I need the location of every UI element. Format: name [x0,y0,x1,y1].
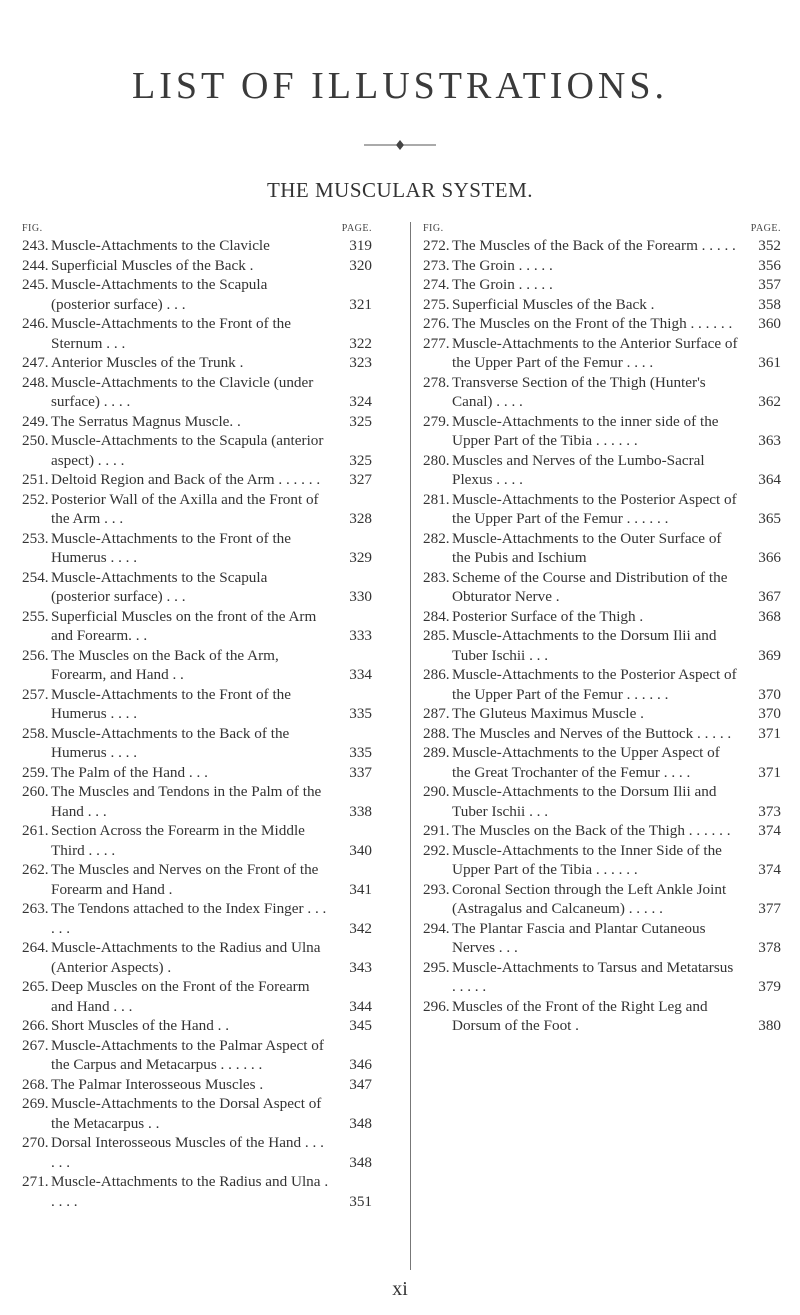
figure-caption: Muscle-Attachments to the Palmar Aspect of the Carpus and Metacarpus . . . . . . [51,1036,324,1073]
figure-caption: Muscle-Attachments to the Dorsal Aspect of the Metacarpus . . [51,1095,322,1132]
figure-number: 296. [423,997,450,1015]
left-column [22,222,372,1211]
page-number: 323 [349,354,372,371]
page-number: 378 [758,939,781,956]
page-title: LIST OF ILLUSTRATIONS. [132,65,668,107]
page-number: 341 [349,880,372,898]
page-folio: xi [392,1278,408,1300]
figure-caption: Muscle-Attachments to the Scapula (anterior aspect) . . . . [51,432,324,469]
figure-caption: Deep Muscles on the Front of the Forearm and Hand . . . [51,978,310,1015]
figure-number: 272. [423,237,450,254]
figure-caption: The Plantar Fascia and Plantar Cutaneous Nerves . . . [452,919,706,956]
figure-caption: Superficial Muscles on the front of the Arm and Forearm. . . [51,607,317,644]
list-item [423,568,781,607]
figure-number: 286. [423,666,450,683]
list-item [423,451,781,490]
figure-number: 279. [423,412,450,430]
figure-number: 269. [22,1095,49,1112]
figure-number: 263. [22,900,49,917]
figure-caption: Muscle-Attachments to the Outer Surface of the Pubis and Ischium [452,529,722,566]
list-item [22,1133,372,1172]
list-item [423,373,781,412]
list-item [22,1172,372,1211]
figure-number: 289. [423,744,450,761]
figure-caption: The Muscles and Nerves on the Front of the Forearm and Hand . [51,861,319,898]
figure-caption: The Tendons attached to the Index Finger . . . . . . [51,900,327,937]
figure-number: 259. [22,763,49,781]
figure-number: 246. [22,315,49,332]
figure-caption: Posterior Surface of the Thigh . [452,607,644,625]
list-item [22,899,372,938]
list-item [423,997,781,1036]
figure-number: 277. [423,334,450,352]
page-number: 351 [349,1192,372,1210]
list-item [22,236,372,256]
page-header: PAGE. [341,223,372,234]
page-number: 379 [758,978,781,995]
list-item [22,373,372,412]
list-item [22,470,372,490]
figure-caption: Muscle-Attachments to the Front of the Sternum . . . [51,315,291,352]
figure-caption: Muscle-Attachments to the Posterior Aspect of the Upper Part of the Femur . . . . . . [452,490,737,527]
figure-number: 290. [423,783,450,800]
figure-caption: Dorsal Interosseous Muscles of the Hand . . . . . . [51,1134,324,1171]
page-number: 322 [349,334,372,352]
list-item [22,314,372,353]
right-entry-list [423,236,781,1036]
page-number: 370 [758,705,781,722]
figure-caption: Muscle-Attachments to the Front of the Humerus . . . . [51,529,291,566]
figure-caption: The Muscles on the Back of the Arm, Forearm, and Hand . . [51,646,279,683]
figure-number: 244. [22,256,49,274]
figure-number: 278. [423,373,450,391]
figure-number: 281. [423,490,450,508]
figure-number: 292. [423,841,450,859]
figure-caption: The Groin . . . . . [452,276,553,293]
figure-number: 245. [22,276,49,293]
figure-number: 265. [22,978,49,995]
figure-caption: Muscle-Attachments to the Scapula (posterior surface) . . . [51,276,268,313]
figure-caption: The Groin . . . . . [452,256,553,274]
figure-caption: The Serratus Magnus Muscle. . [51,412,241,430]
page-number: 338 [349,802,372,820]
list-item [22,256,372,276]
page-number: 324 [349,393,372,410]
page-number: 346 [349,1056,372,1073]
figure-number: 251. [22,471,49,488]
page-number: 367 [758,588,781,605]
figure-number: 276. [423,315,450,332]
figure-caption: Superficial Muscles of the Back . [452,295,655,313]
figure-caption: Muscle-Attachments to Tarsus and Metatarsus . . . . . [452,958,734,995]
page-number: 371 [758,724,781,742]
figure-caption: The Muscles on the Front of the Thigh . . . . . . [452,315,733,332]
page-number: 333 [349,627,372,644]
list-item [423,919,781,958]
list-item [22,529,372,568]
list-item [423,607,781,627]
figure-caption: Muscle-Attachments to the Clavicle (under surface) . . . . [51,373,314,410]
list-item [22,646,372,685]
figure-caption: The Muscles of the Back of the Forearm . . . . . [452,237,736,254]
figure-number: 284. [423,607,450,625]
list-item [423,704,781,724]
list-item [22,763,372,783]
figure-number: 250. [22,432,49,449]
list-item [22,275,372,314]
figure-number: 294. [423,919,450,937]
list-item [22,938,372,977]
page-number: 344 [349,997,372,1015]
list-item [22,1094,372,1133]
page-number: 365 [758,510,781,527]
figure-number: 295. [423,958,450,976]
figure-caption: Muscle-Attachments to the Radius and Ulna (Anterior Aspects) . [51,939,321,976]
page-number: 380 [758,1017,781,1034]
list-item [423,626,781,665]
list-item [423,490,781,529]
figure-caption: Muscle-Attachments to the Anterior Surface of the Upper Part of the Femur . . . . [452,334,738,371]
list-item [423,295,781,315]
page-number: 356 [758,256,781,274]
page-number: 377 [758,900,781,917]
page-number: 363 [758,432,781,449]
figure-caption: Scheme of the Course and Distribution of the Obturator Nerve . [452,568,728,605]
page-number: 362 [758,393,781,410]
figure-caption: Muscles and Nerves of the Lumbo-Sacral Plexus . . . . [452,451,705,488]
figure-number: 271. [22,1173,49,1190]
figure-number: 253. [22,529,49,547]
figure-number: 291. [423,822,450,839]
figure-number: 248. [22,373,49,391]
list-item [423,665,781,704]
figure-caption: Muscle-Attachments to the Clavicle [51,237,270,254]
figure-caption: Coronal Section through the Left Ankle Joint (Astragalus and Calcaneum) . . . . . [452,880,727,917]
list-item [423,724,781,744]
list-item [423,958,781,997]
page-number: 328 [349,510,372,527]
list-item [423,529,781,568]
figure-caption: Muscle-Attachments to the inner side of the Upper Part of the Tibia . . . . . . [452,412,719,449]
page-number: 368 [758,607,781,625]
page-number: 320 [349,256,372,274]
list-item [423,782,781,821]
page-number: 345 [349,1017,372,1034]
figure-number: 280. [423,451,450,469]
list-item [22,412,372,432]
list-item [423,880,781,919]
page-number: 340 [349,841,372,859]
figure-caption: The Palmar Interosseous Muscles . [51,1075,264,1093]
page-number: 373 [758,802,781,820]
page-number: 329 [349,549,372,566]
figure-caption: Muscle-Attachments to the Dorsum Ilii and Tuber Ischii . . . [452,783,717,820]
figure-number: 247. [22,354,49,371]
page-number: 342 [349,919,372,937]
page-number: 319 [349,237,372,254]
list-item [22,724,372,763]
page-number: 334 [349,666,372,683]
figure-number: 256. [22,646,49,664]
list-item [22,607,372,646]
page-number: 370 [758,685,781,703]
figure-number: 243. [22,237,49,254]
page-number: 330 [349,588,372,605]
right-column [423,222,781,1036]
figure-caption: Muscles of the Front of the Right Leg and Dorsum of the Foot . [452,997,708,1034]
page-number: 343 [349,958,372,976]
page-number: 321 [349,295,372,313]
page-number: 335 [349,744,372,761]
figure-number: 282. [423,529,450,547]
figure-caption: Transverse Section of the Thigh (Hunter's Canal) . . . . [452,373,706,410]
figure-caption: Muscle-Attachments to the Dorsum Ilii and Tuber Ischii . . . [452,627,717,664]
figure-caption: Anterior Muscles of the Trunk . [51,354,244,371]
figure-caption: Muscle-Attachments to the Back of the Humerus . . . . [51,724,290,761]
column-header [423,222,781,236]
figure-caption: Muscle-Attachments to the Front of the Humerus . . . . [51,685,291,722]
figure-number: 285. [423,627,450,644]
list-item [22,860,372,899]
list-item [22,685,372,724]
section-title: THE MUSCULAR SYSTEM. [266,178,534,202]
page-number: 347 [349,1075,372,1093]
figure-number: 260. [22,783,49,800]
figure-number: 275. [423,295,450,313]
list-item [22,977,372,1016]
figure-caption: Muscle-Attachments to the Scapula (posterior surface) . . . [51,568,268,605]
page-number: 369 [758,646,781,664]
fig-header: FIG. [423,223,444,234]
figure-number: 249. [22,412,49,430]
list-item [423,256,781,276]
figure-number: 261. [22,822,49,839]
column-header [22,222,372,236]
figure-number: 254. [22,568,49,586]
page-number: 366 [758,549,781,566]
figure-caption: The Muscles on the Back of the Thigh . . . . . . [452,822,731,839]
figure-caption: Short Muscles of the Hand . . [51,1017,230,1034]
figure-caption: Section Across the Forearm in the Middle Third . . . . [51,822,305,859]
figure-number: 266. [22,1017,49,1034]
page-number: 371 [758,763,781,781]
figure-caption: Posterior Wall of the Axilla and the Front of the Arm . . . [51,490,319,527]
list-item [22,1016,372,1036]
page-number: 358 [758,295,781,313]
list-item [423,841,781,880]
page-number: 357 [758,276,781,293]
figure-caption: Superficial Muscles of the Back . [51,256,254,274]
figure-number: 283. [423,568,450,586]
list-item [22,1075,372,1095]
page-number: 348 [349,1153,372,1171]
page-number: 337 [349,763,372,781]
page-number: 348 [349,1114,372,1132]
figure-number: 273. [423,256,450,274]
page-number: 374 [758,861,781,878]
figure-caption: Deltoid Region and Back of the Arm . . . . . . [51,471,321,488]
figure-caption: The Muscles and Nerves of the Buttock . . . . . [452,724,732,742]
list-item [22,782,372,821]
figure-number: 258. [22,724,49,742]
figure-number: 288. [423,724,450,742]
figure-number: 262. [22,861,49,878]
figure-number: 274. [423,276,450,293]
left-entry-list [22,236,372,1211]
figure-number: 257. [22,685,49,703]
page-number: 361 [758,354,781,371]
list-item [22,353,372,373]
list-item [22,568,372,607]
figure-caption: The Palm of the Hand . . . [51,763,208,781]
figure-caption: Muscle-Attachments to the Inner Side of the Upper Part of the Tibia . . . . . . [452,841,722,878]
list-item [22,490,372,529]
figure-caption: Muscle-Attachments to the Posterior Aspect of the Upper Part of the Femur . . . . . . [452,666,737,703]
list-item [423,236,781,256]
fig-header: FIG. [22,223,43,234]
page-header: PAGE. [750,223,781,234]
list-item [423,821,781,841]
list-item [423,275,781,295]
list-item [423,743,781,782]
page-number: 325 [349,412,372,430]
page-number: 360 [758,315,781,332]
page-number: 327 [349,471,372,488]
figure-number: 255. [22,607,49,625]
list-item [22,431,372,470]
figure-caption: The Muscles and Tendons in the Palm of the Hand . . . [51,783,322,820]
list-item [22,1036,372,1075]
diamond-rule-ornament [360,139,440,151]
list-item [423,334,781,373]
figure-number: 268. [22,1075,49,1093]
figure-number: 293. [423,880,450,898]
figure-number: 252. [22,490,49,508]
page-number: 374 [758,822,781,839]
list-item [22,821,372,860]
figure-number: 270. [22,1134,49,1151]
page-number: 352 [758,237,781,254]
page-number: 364 [758,471,781,488]
column-divider [410,222,411,1270]
figure-caption: Muscle-Attachments to the Upper Aspect of the Great Trochanter of the Femur . . . . [452,744,720,781]
figure-caption: Muscle-Attachments to the Radius and Ulna . . . . . [51,1173,329,1210]
figure-number: 264. [22,939,49,956]
figure-caption: The Gluteus Maximus Muscle . [452,705,644,722]
figure-number: 267. [22,1036,49,1054]
page-number: 335 [349,705,372,722]
list-item [423,412,781,451]
page-number: 325 [349,451,372,469]
figure-number: 287. [423,705,450,722]
list-item [423,314,781,334]
